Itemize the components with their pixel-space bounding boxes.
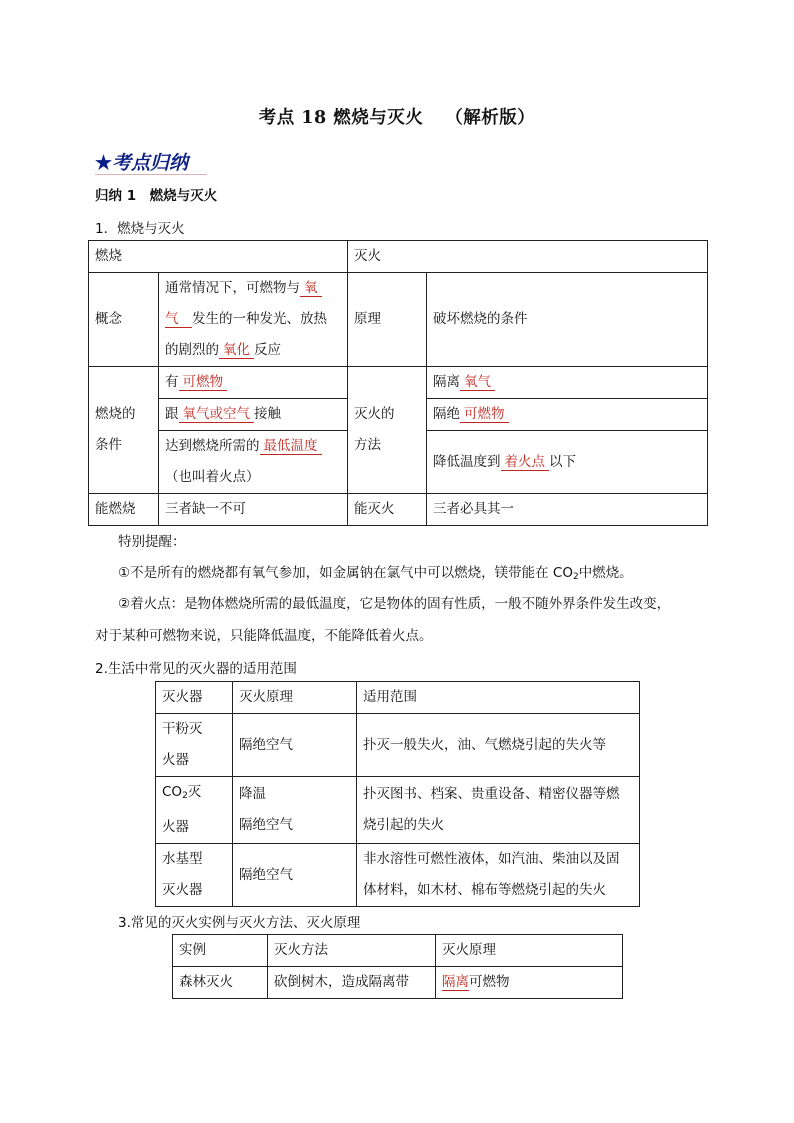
table-combustion (88, 240, 708, 526)
note-text: 中燃烧。 (578, 565, 633, 581)
table-header-cell: 燃烧 (89, 241, 348, 273)
answer-blank: 隔离 (442, 974, 469, 990)
table-row (156, 777, 640, 844)
answer-blank: 最低温度 (260, 438, 322, 455)
method-label: 方法 (354, 437, 381, 453)
table-cell: 能燃烧 (89, 494, 159, 526)
table-cell (156, 844, 233, 907)
cell-text: 隔绝空气 (239, 817, 293, 833)
cell-text: 达到燃烧所需的 (165, 438, 260, 454)
table-cell (357, 844, 640, 907)
concept-text: 反应 (254, 342, 281, 358)
table-cell (427, 399, 708, 431)
concept-text: 发生的一种发光、放热 (192, 311, 327, 327)
table-row (156, 682, 640, 714)
table-row (173, 935, 623, 967)
concept-text: 的剧烈的 (165, 342, 219, 358)
table-cell: 三者必具其一 (427, 494, 708, 526)
cell-text: 非水溶性可燃性液体，如汽油、柴油以及固 (363, 851, 620, 867)
cell-text: 干粉灭 (162, 721, 203, 737)
table-row (156, 714, 640, 777)
table-cell (233, 777, 357, 844)
table-extinguishers (155, 681, 640, 907)
cell-text: 火器 (162, 752, 189, 768)
table-row (89, 494, 708, 526)
table-cell: 能灭火 (348, 494, 427, 526)
answer-blank: 氧气 (460, 374, 495, 391)
table-cell: 扑灭一般失火，油、气燃烧引起的失火等 (357, 714, 640, 777)
title-suffix: （解析版） (445, 108, 536, 128)
note-text: ①不是所有的燃烧都有氧气参加，如金属钠在氯气中可以燃烧，镁带能在 CO (118, 565, 573, 581)
method-label: 灭火的 (354, 406, 395, 422)
cell-subscript: 2 (182, 791, 188, 801)
notes-heading: 特别提醒： (118, 534, 186, 550)
note-1 (118, 563, 633, 587)
table-cell: 森林灭火 (173, 967, 268, 999)
section2-heading: 2.生活中常见的灭火器的适用范围 (95, 661, 297, 677)
table-header-cell: 灭火器 (156, 682, 233, 714)
cell-text: 体材料，如木材、棉布等燃烧引起的失火 (363, 882, 606, 898)
table-cell (156, 777, 233, 844)
table-cell (159, 367, 348, 399)
table-cell: 砍倒树木，造成隔离带 (268, 967, 436, 999)
cell-text: 可燃物 (469, 974, 510, 990)
table-row (173, 967, 623, 999)
cell-text: 以下 (549, 453, 576, 470)
answer-blank: 氧气或空气 (179, 406, 255, 423)
cell-text: 隔绝 (433, 406, 460, 422)
table-examples (172, 934, 623, 999)
table-row (156, 844, 640, 907)
table-cell: 原理 (348, 273, 427, 367)
note-2-line1: ②着火点：是物体燃烧所需的最低温度，它是物体的固有性质，一般不随外界条件发生改变， (118, 596, 671, 612)
table-cell: 隔绝空气 (233, 714, 357, 777)
table-row (89, 273, 708, 367)
answer-blank: 可燃物 (179, 374, 228, 391)
concept-text: 通常情况下，可燃物与 (165, 280, 300, 296)
cell-text: CO (162, 784, 183, 800)
cond-label: 燃烧的 (95, 406, 136, 422)
section1-heading: 归纳 1 燃烧与灭火 (95, 188, 218, 204)
answer-blank: 氧化 (219, 342, 254, 359)
cell-text: （也叫着火点） (165, 469, 260, 485)
cell-text: 灭 (187, 784, 202, 800)
table-header-cell: 灭火 (348, 241, 708, 273)
table-cell (348, 367, 427, 494)
section3-heading: 3.常见的灭火实例与灭火方法、灭火原理 (118, 915, 361, 931)
table-cell (159, 431, 348, 494)
cell-text: 火器 (162, 819, 189, 835)
answer-blank: 可燃物 (460, 406, 509, 423)
table-cell (427, 367, 708, 399)
table-header-cell: 灭火原理 (436, 935, 623, 967)
note-subscript: 2 (572, 572, 579, 582)
table-cell (357, 777, 640, 844)
table-header-cell: 灭火原理 (233, 682, 357, 714)
table-cell (436, 967, 623, 999)
section-banner (95, 148, 188, 175)
table-row (89, 241, 708, 273)
answer-blank: 着火点 (501, 454, 550, 471)
table-header-cell: 适用范围 (357, 682, 640, 714)
table-header-cell: 实例 (173, 935, 268, 967)
table-row (89, 367, 708, 399)
star-icon: ★ (95, 152, 113, 174)
table-cell: 隔绝空气 (233, 844, 357, 907)
cell-text: 跟 (165, 406, 179, 422)
cell-text: 烧引起的失火 (363, 817, 444, 833)
concept-cell (159, 273, 348, 367)
table-cell: 概念 (89, 273, 159, 367)
section1-subheading: 1．燃烧与灭火 (95, 221, 185, 237)
banner-underline (95, 174, 207, 175)
cell-text: 隔离 (433, 374, 460, 390)
cell-text: 降低温度到 (433, 453, 501, 470)
table-cell (159, 399, 348, 431)
banner-text: 考点归纳 (112, 152, 189, 174)
table-header-cell: 灭火方法 (268, 935, 436, 967)
table-cell: 破坏燃烧的条件 (427, 273, 708, 367)
title-main: 考点 18 燃烧与灭火 (258, 108, 424, 128)
table-cell: 三者缺一不可 (159, 494, 348, 526)
cell-text: 扑灭图书、档案、贵重设备、精密仪器等燃 (363, 786, 620, 802)
page-title (0, 104, 794, 129)
answer-blank: 气 (165, 311, 179, 327)
cell-text: 灭火器 (162, 882, 203, 898)
cell-text: 降温 (239, 786, 266, 802)
cell-text: 水基型 (162, 851, 203, 867)
cell-text: 接触 (254, 406, 281, 422)
table-cell (156, 714, 233, 777)
table-cell (427, 431, 708, 494)
table-cell (89, 367, 159, 494)
cond-label: 条件 (95, 437, 122, 453)
answer-blank: 氧 (300, 280, 322, 297)
note-2-line2: 对于某种可燃物来说，只能降低温度，不能降低着火点。 (95, 628, 433, 644)
cell-text: 有 (165, 374, 179, 390)
